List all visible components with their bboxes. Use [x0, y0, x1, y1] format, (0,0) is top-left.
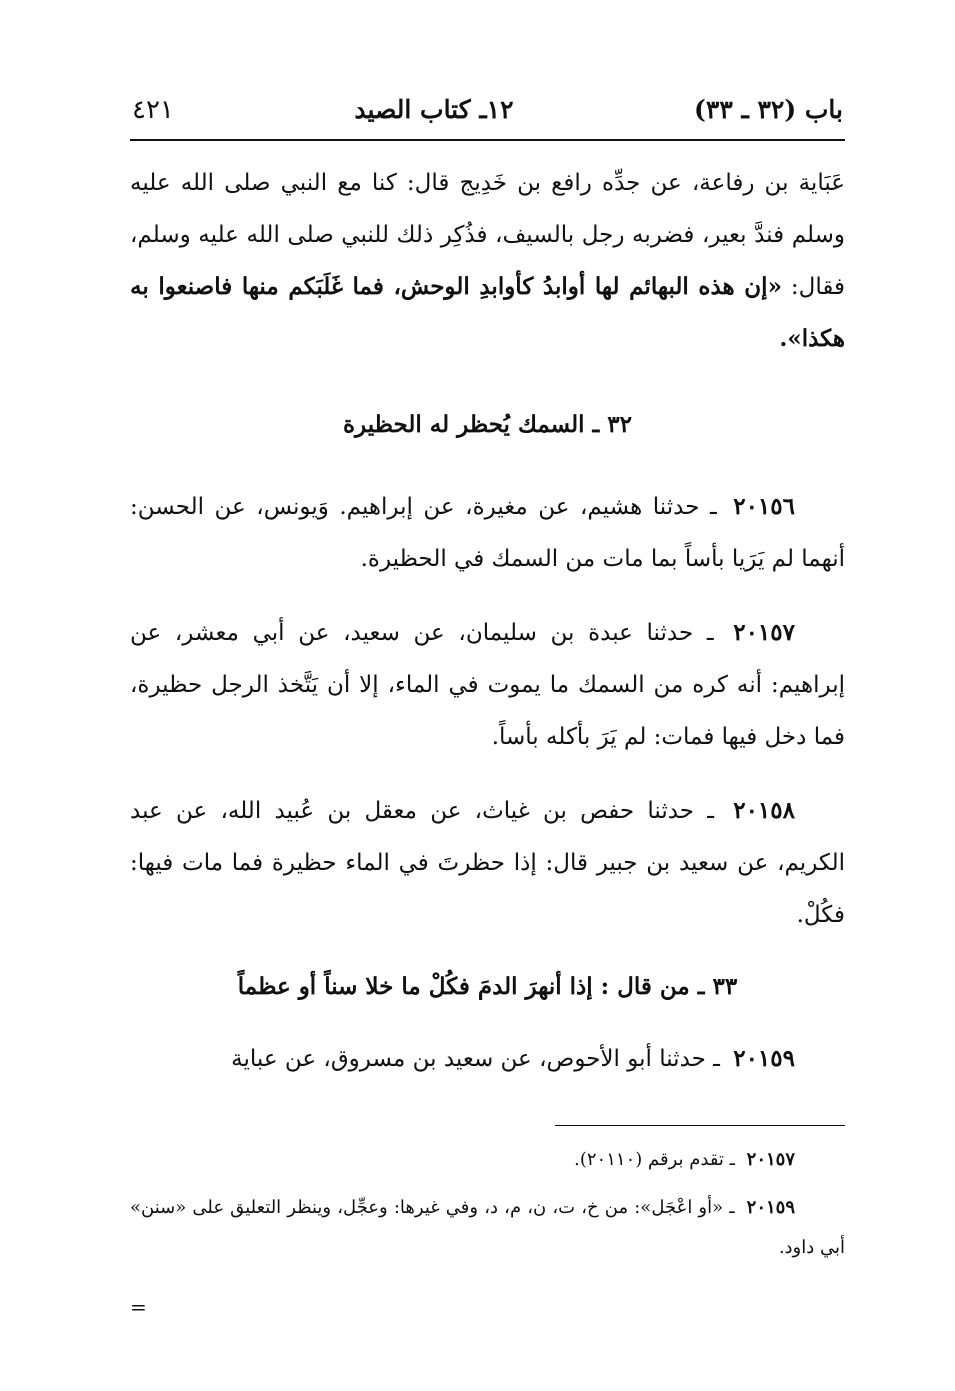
- footnote-20159: [130, 1188, 845, 1268]
- page-header: [130, 95, 845, 141]
- hadith-20158: [130, 785, 845, 941]
- intro-quote: «إن هذه البهائم لها أوابدُ كأوابدِ الوحش، فما غَلَبَكم منها فاصنعوا به هكذا».: [130, 273, 845, 352]
- continuation-mark: =: [130, 1295, 147, 1319]
- hadith-number: ٢٠١٥٨: [733, 797, 795, 824]
- hadith-text: ـ حدثنا أبو الأحوص، عن سعيد بن مسروق، عن عباية: [231, 1046, 728, 1072]
- hadith-20157: [130, 607, 845, 763]
- footnotes: [130, 1140, 845, 1276]
- intro-paragraph: [130, 157, 845, 365]
- hadith-number: ٢٠١٥٦: [733, 493, 795, 520]
- chapter-range: باب (٣٢ ـ ٣٣): [694, 95, 843, 124]
- intro-text: عَبَاية بن رفاعة، عن جدِّه رافع بن خَدِيج قال: كنا مع النبي صلى الله عليه وسلم فندَّ بعير، فضربه رجل بالسيف، فذُكِر ذلك للنبي صلى الله عليه وسلم، فقال:: [130, 170, 845, 300]
- footnote-number: ٢٠١٥٧: [746, 1149, 795, 1170]
- page-number: ٤٢١: [132, 95, 174, 125]
- hadith-number: ٢٠١٥٩: [733, 1045, 795, 1072]
- hadith-20156: [130, 481, 845, 585]
- section-32-title: ٣٢ ـ السمك يُحظر له الحظيرة: [342, 411, 633, 438]
- book-title: ١٢ـ كتاب الصيد: [354, 95, 514, 124]
- footnote-text: ـ تقدم برقم (٢٠١١٠).: [574, 1149, 741, 1170]
- hadith-text: ـ حدثنا حفص بن غياث، عن معقل بن عُبيد الله، عن عبد الكريم، عن سعيد بن جبير قال: إذا حظرتَ في الماء حظيرة فما مات فيها: فكُلْ.: [130, 798, 845, 928]
- hadith-text: ـ حدثنا عبدة بن سليمان، عن سعيد، عن أبي معشر، عن إبراهيم: أنه كره من السمك ما يموت في الماء، إلا أن يَتَّخذ الرجل حظيرة، فما دخل فيها فمات: لم يَرَ بأكله بأساً.: [130, 620, 845, 750]
- footnote-number: ٢٠١٥٩: [746, 1197, 795, 1218]
- section-33-title: ٣٣ ـ من قال : إذا أنهرَ الدمَ فكُلْ ما خلا سناً أو عظماً: [237, 973, 738, 1000]
- hadith-20159: [130, 1033, 845, 1085]
- footnote-20157: [130, 1140, 845, 1180]
- hadith-number: ٢٠١٥٧: [733, 619, 795, 646]
- book-page: [130, 95, 845, 1319]
- footnote-text: ـ «أو اعْجَل»: من خ، ت، ن، م، د، وفي غيرها: وعجِّل، وينظر التعليق على «سنن» أبي داود.: [130, 1197, 845, 1258]
- footnote-divider: [555, 1125, 845, 1126]
- hadith-text: ـ حدثنا هشيم، عن مغيرة، عن إبراهيم. وَيونس، عن الحسن: أنهما لم يَرَيا بأساً بما مات من السمك في الحظيرة.: [130, 494, 845, 572]
